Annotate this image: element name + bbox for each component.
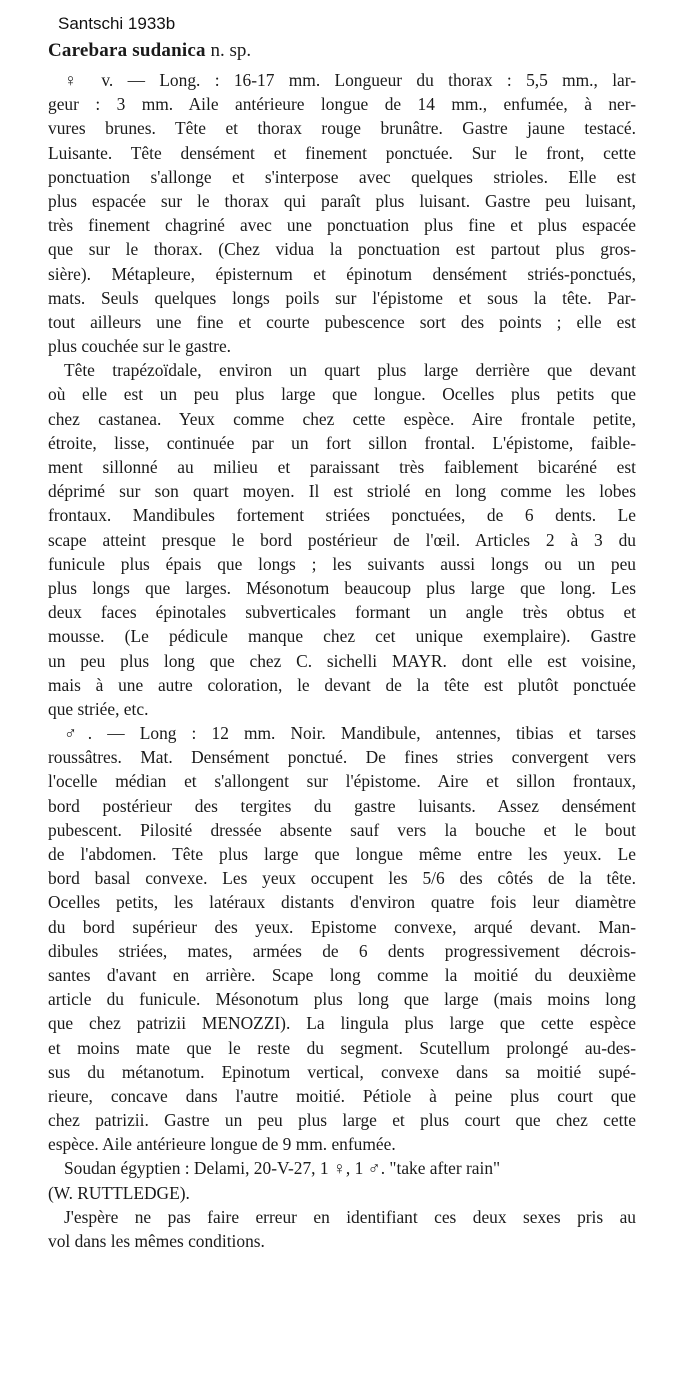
text-line: J'espère ne pas faire erreur en identifiant ces deux sexes pris au <box>64 1206 636 1227</box>
text-line: ponctuation s'allonge et s'interpose avec quelques strioles. Elle est <box>48 166 636 187</box>
text-line: article du funicule. Mésonotum plus long que large (mais moins long <box>48 989 636 1010</box>
text-line: Ocelles petits, les latéraux distants d'environ quatre fois leur diamètre <box>48 892 636 913</box>
text-line: un peu plus long que chez C. sichelli MAYR. dont elle est voisine, <box>48 650 636 671</box>
text-line: déprimé sur son quart moyen. Il est striolé en long comme les lobes <box>48 481 636 502</box>
text-line: que striée, etc. <box>48 698 149 719</box>
text-line: bord postérieur des tergites du gastre luisants. Assez densément <box>48 795 636 816</box>
text-line: où elle est un peu plus large que longue. Ocelles plus petits que <box>48 384 636 405</box>
text-line: vures brunes. Tête et thorax rouge brunâtre. Gastre jaune testacé. <box>48 118 636 139</box>
text-line: (W. RUTTLEDGE). <box>48 1182 190 1203</box>
text-line: Soudan égyptien : Delami, 20-V-27, 1 ♀, 1 ♂. "take after rain" <box>64 1158 501 1179</box>
text-line: que chez patrizii MENOZZI). La lingula plus large que cette espèce <box>48 1013 636 1034</box>
text-line: Luisante. Tête densément et finement ponctuée. Sur le front, cette <box>48 142 636 163</box>
text-line: ♀ v. — Long. : 16-17 mm. Longueur du thorax : 5,5 mm., lar- <box>64 70 636 90</box>
text-line: deux faces épinotales subverticales formant un angle très obtus et <box>48 602 636 623</box>
text-line: roussâtres. Mat. Densément ponctué. De fines stries convergent vers <box>48 747 636 768</box>
text-line: scape atteint presque le bord postérieur de l'œil. Articles 2 à 3 du <box>48 529 636 550</box>
text-line: frontaux. Mandibules fortement striées ponctuées, de 6 dents. Le <box>48 505 636 526</box>
text-line: chez patrizii. Gastre un peu plus large et plus court que chez cette <box>48 1110 636 1131</box>
text-line: funicule plus épais que longs ; les suivants aussi longs ou un peu <box>48 553 636 574</box>
text-line: sière). Métapleure, épisternum et épinotum densément striés-ponctués, <box>48 263 636 284</box>
text-line: santes d'avant en arrière. Scape long comme la moitié du deuxième <box>48 964 636 985</box>
text-line: tout ailleurs une fine et courte pubescence sort des points ; elle est <box>48 311 636 332</box>
text-line: Tête trapézoïdale, environ un quart plus large derrière que devant <box>64 360 636 381</box>
text-line: du bord supérieur des yeux. Epistome convexe, arqué devant. Man- <box>48 916 636 937</box>
text-line: bord basal convexe. Les yeux occupent les 5/6 des côtés de la tête. <box>48 868 636 889</box>
text-line: rieure, concave dans l'autre moitié. Pétiole à peine plus court que <box>48 1085 636 1106</box>
description-body <box>48 68 636 1253</box>
text-line: de l'abdomen. Tête plus large que longue même entre les yeux. Le <box>48 844 636 864</box>
text-line: l'ocelle médian et s'allongent sur l'épistome. Aire et sillon frontaux, <box>48 771 636 792</box>
text-line: plus couchée sur le gastre. <box>48 336 232 357</box>
text-line: chez castanea. Yeux comme chez cette espèce. Aire frontale petite, <box>48 408 636 429</box>
text-line: mais à une autre coloration, le devant de la tête est plutôt ponctuée <box>48 674 636 695</box>
species-name: Carebara sudanica <box>48 40 206 61</box>
text-line: dibules striées, mates, armées de 6 dents progressivement décrois- <box>48 940 636 961</box>
text-line: plus longs que larges. Mésonotum beaucoup plus large que long. Les <box>48 577 636 598</box>
text-line: vol dans les mêmes conditions. <box>48 1231 265 1251</box>
text-line: ment sillonné au milieu et paraissant très faiblement bicaréné est <box>48 457 636 477</box>
text-line: espèce. Aile antérieure longue de 9 mm. enfumée. <box>48 1134 396 1155</box>
text-line: étroite, lisse, continuée par un fort sillon frontal. L'épistome, faible- <box>48 432 636 453</box>
text-line: très finement chagriné avec une ponctuation plus fine et plus espacée <box>48 215 636 236</box>
citation-header: Santschi 1933b <box>58 14 176 33</box>
text-line: mousse. (Le pédicule manque chez cet unique exemplaire). Gastre <box>48 626 636 647</box>
text-line: sus du métanotum. Epinotum vertical, convexe dans sa moitié supé- <box>48 1061 636 1082</box>
species-title <box>48 40 251 62</box>
text-line: pubescent. Pilosité dressée absente sauf vers la bouche et le bout <box>48 819 636 840</box>
text-line: plus espacée sur le thorax qui paraît plus luisant. Gastre peu luisant, <box>48 190 636 211</box>
text-line: geur : 3 mm. Aile antérieure longue de 14 mm., enfumée, à ner- <box>48 94 636 115</box>
species-status: n. sp. <box>210 40 252 61</box>
text-line: mats. Seuls quelques longs poils sur l'épistome et sous la tête. Par- <box>48 287 636 308</box>
text-line: et moins mate que le reste du segment. Scutellum prolongé au-des- <box>48 1037 636 1058</box>
text-line: que sur le thorax. (Chez vidua la ponctuation est partout plus gros- <box>48 239 636 260</box>
text-line: ♂. — Long : 12 mm. Noir. Mandibule, antennes, tibias et tarses <box>64 723 636 744</box>
